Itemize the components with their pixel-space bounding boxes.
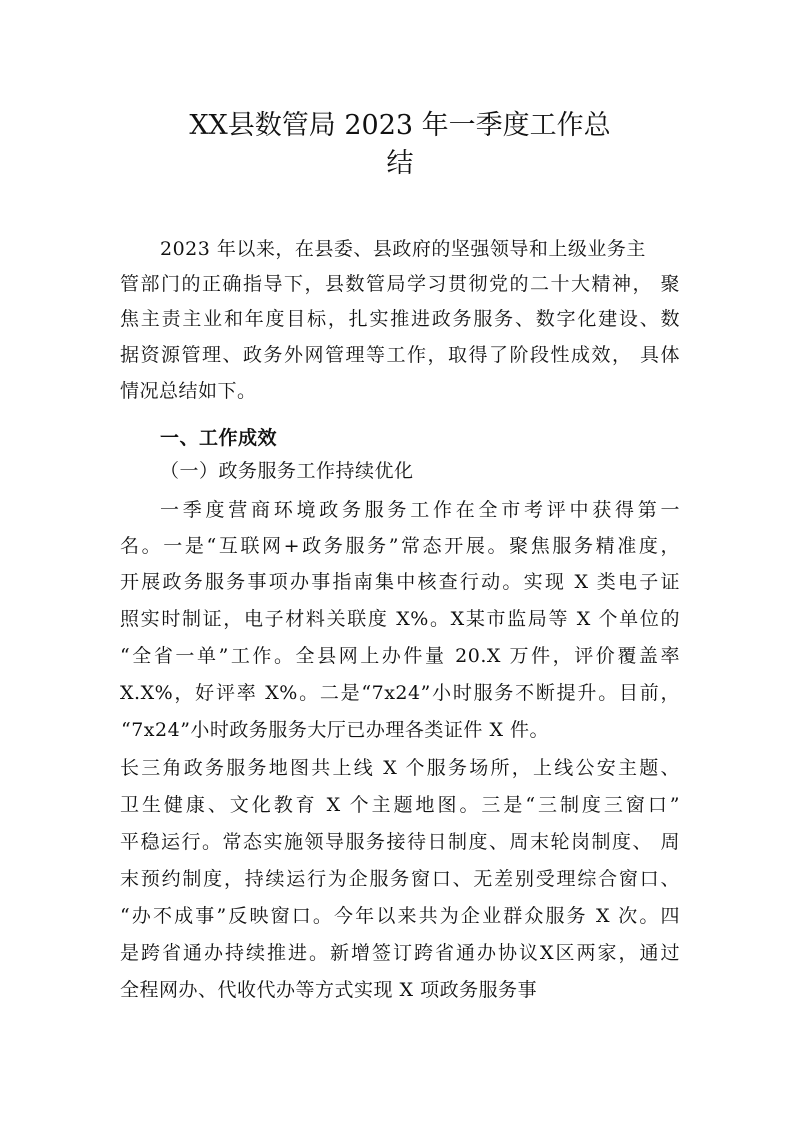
body-paragraph-line: “全省一单”工作。全县网上办件量 20.X 万件，评价覆盖率 (120, 645, 680, 667)
body-paragraph-line: “7x24”小时政务服务大厅已办理各类证件 X 件。 (121, 719, 550, 741)
subsection-heading: （一）政务服务工作持续优化 (160, 460, 414, 482)
intro-paragraph-line: 情况总结如下。 (120, 380, 257, 402)
body-paragraph-line: 照实时制证，电子材料关联度 X%。X某市监局等 X 个单位的 (120, 608, 680, 630)
section-heading: 一、工作成效 (160, 427, 278, 449)
body-paragraph-line: 一季度营商环境政务服务工作在全市考评中获得第一 (160, 499, 680, 521)
body-paragraph-line: 末预约制度，持续运行为企服务窗口、无差别受理综合窗口、 (120, 868, 680, 890)
document-title-line-2: 结 (386, 148, 414, 179)
body-paragraph-line: 全程网办、代收代办等方式实现 X 项政务服务事 (120, 979, 538, 1001)
document-title-line-1: XX县数管局 2023 年一季度工作总 (189, 110, 611, 141)
body-paragraph-line: 开展政务服务事项办事指南集中核查行动。实现 X 类电子证 (120, 571, 680, 593)
intro-paragraph-line: 焦主责主业和年度目标，扎实推进政务服务、数字化建设、数 (120, 308, 680, 330)
body-paragraph-line: 名。一是“互联网+政务服务”常态开展。聚焦服务精准度， (120, 535, 680, 557)
body-paragraph-line: 长三角政务服务地图共上线 X 个服务场所，上线公安主题、 (120, 757, 680, 779)
body-paragraph-line: 平稳运行。常态实施领导服务接待日制度、周末轮岗制度、 周 (120, 831, 680, 853)
body-paragraph-line: “办不成事”反映窗口。今年以来共为企业群众服务 X 次。四 (120, 905, 680, 927)
intro-paragraph-line: 管部门的正确指导下，县数管局学习贯彻党的二十大精神， 聚 (120, 273, 680, 295)
intro-paragraph-line: 据资源管理、政务外网管理等工作，取得了阶段性成效， 具体 (120, 344, 680, 366)
body-paragraph-line: 是跨省通办持续推进。新增签订跨省通办协议X区两家，通过 (120, 942, 680, 964)
body-paragraph-line: X.X%，好评率 X%。二是“7x24”小时服务不断提升。目前， (120, 682, 680, 704)
body-paragraph-line: 卫生健康、文化教育 X 个主题地图。三是“三制度三窗口” (120, 794, 680, 816)
intro-paragraph-line: 2023 年以来，在县委、县政府的坚强领导和上级业务主 (160, 238, 646, 260)
